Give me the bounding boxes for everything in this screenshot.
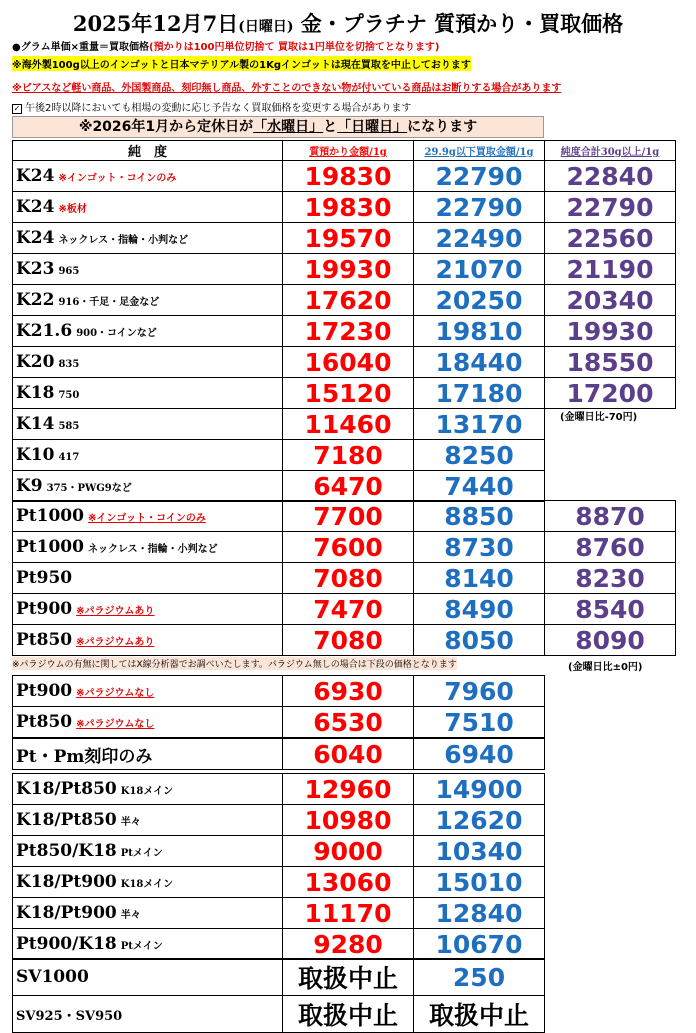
buy-price: 取扱中止: [414, 996, 545, 1033]
total-price: 8870: [545, 501, 676, 532]
purity-sub: K18メイン: [120, 786, 174, 797]
buy-price: 8050: [414, 625, 545, 656]
purity-cell: [13, 285, 283, 316]
purity-name: SV1000: [16, 967, 89, 987]
purity-name: K22: [16, 290, 55, 310]
buy-price: 10340: [414, 836, 545, 867]
buy-price: 22790: [414, 192, 545, 223]
price-row: [13, 471, 676, 502]
buy-price: 19810: [414, 316, 545, 347]
price-row: [13, 501, 676, 532]
purity-cell: [13, 996, 283, 1033]
purity-sub: ※パラジウムなし: [76, 719, 155, 730]
header-buy: 29.9g以下買取金額/1g: [414, 141, 545, 161]
purity-cell: [13, 867, 283, 898]
pawn-price: 19830: [283, 161, 414, 192]
price-row: [13, 898, 545, 929]
purity-sub: Ptメイン: [120, 941, 163, 952]
buy-price: 13170: [414, 409, 545, 440]
purity-cell: [13, 805, 283, 836]
buy-price: 8850: [414, 501, 545, 532]
buy-price: 17180: [414, 378, 545, 409]
purity-cell: [13, 316, 283, 347]
purity-sub: 585: [58, 421, 80, 432]
pawn-price: 19570: [283, 223, 414, 254]
purity-cell: [13, 898, 283, 929]
pawn-price: 7080: [283, 625, 414, 656]
purity-cell: [13, 223, 283, 254]
buy-price: 12620: [414, 805, 545, 836]
gold-price-table: [12, 140, 676, 502]
pt-pm-stamp-table: [12, 738, 545, 770]
purity-name: Pt1000: [16, 537, 84, 557]
price-row: [13, 707, 545, 738]
total-price: 22560: [545, 223, 676, 254]
price-row: [13, 440, 676, 471]
purity-cell: [13, 471, 283, 502]
pawn-price: 10980: [283, 805, 414, 836]
purity-sub: 半々: [120, 817, 141, 828]
buy-price: 20250: [414, 285, 545, 316]
purity-name: K21.6: [16, 321, 73, 341]
purity-name: K24: [16, 166, 55, 186]
purity-name: K9: [16, 476, 43, 496]
k18-pt850-table: [12, 773, 545, 867]
purity-sub: K18メイン: [120, 879, 174, 890]
purity-sub: 916・千足・足金など: [58, 297, 160, 308]
purity-name: Pt900: [16, 681, 73, 701]
price-row: [13, 836, 545, 867]
purity-sub: ※インゴット・コインのみ: [58, 173, 177, 184]
purity-cell: [13, 378, 283, 409]
purity-name: Pt850: [16, 712, 73, 732]
purity-cell: [13, 161, 283, 192]
purity-cell: [13, 739, 283, 770]
purity-sub: ※パラジウムなし: [76, 688, 155, 699]
pawn-price: 取扱中止: [283, 996, 414, 1033]
total-price: 22790: [545, 192, 676, 223]
empty-cell: [545, 471, 676, 502]
buy-price: 10670: [414, 929, 545, 960]
page-title: [0, 8, 696, 38]
price-row: [13, 594, 676, 625]
purity-name: K18: [16, 383, 55, 403]
total-price: 19930: [545, 316, 676, 347]
k18-pt900-table: [12, 866, 545, 960]
purity-cell: [13, 625, 283, 656]
purity-sub: 417: [58, 452, 80, 463]
pawn-price: 11170: [283, 898, 414, 929]
purity-sub: ネックレス・指輪・小判など: [58, 235, 189, 246]
purity-cell: [13, 774, 283, 805]
purity-cell: [13, 501, 283, 532]
title-date: 2025年12月7日: [72, 11, 239, 36]
purity-name: K18/Pt850: [16, 779, 117, 799]
price-row: [13, 867, 545, 898]
purity-name: K18/Pt900: [16, 903, 117, 923]
buy-price: 21070: [414, 254, 545, 285]
platinum-price-table: [12, 500, 676, 656]
purity-name: Pt850: [16, 630, 73, 650]
purity-sub: Ptメイン: [120, 848, 163, 859]
pawn-price: 6470: [283, 471, 414, 502]
pawn-price: 7080: [283, 563, 414, 594]
purity-name: Pt900: [16, 599, 73, 619]
pawn-price: 9280: [283, 929, 414, 960]
empty-cell: [545, 440, 676, 471]
purity-cell: [13, 440, 283, 471]
purity-sub: ネックレス・指輪・小判など: [87, 544, 218, 555]
pt-change-note: (金曜日比±0円): [568, 662, 643, 673]
buy-price: 8140: [414, 563, 545, 594]
total-price: 20340: [545, 285, 676, 316]
refuse-note: ※ピアスなど軽い商品、外国製商品、刻印無し商品、外すことのできない物が付いている商品はお断りする場合があります: [12, 83, 562, 94]
title-weekday: (日曜日): [238, 19, 294, 35]
total-price: 18550: [545, 347, 676, 378]
pawn-price: 7700: [283, 501, 414, 532]
purity-name: Pt1000: [16, 506, 84, 526]
price-row: [13, 959, 545, 996]
afternoon-note: ✓ 午後2時以降においても相場の変動に応じ予告なく買取価格を変更する場合があります: [13, 103, 412, 114]
purity-name: K18/Pt900: [16, 872, 117, 892]
purity-cell: [13, 192, 283, 223]
price-row: [13, 563, 676, 594]
purity-cell: [13, 532, 283, 563]
pawn-price: 15120: [283, 378, 414, 409]
price-row: [13, 347, 676, 378]
pawn-price: 19830: [283, 192, 414, 223]
price-row: [13, 532, 676, 563]
buy-price: 8250: [414, 440, 545, 471]
price-row: [13, 316, 676, 347]
purity-cell: [13, 254, 283, 285]
purity-sub: 375・PWG9など: [46, 483, 132, 494]
pawn-price: 11460: [283, 409, 414, 440]
pawn-price: 9000: [283, 836, 414, 867]
purity-name: K10: [16, 445, 55, 465]
purity-cell: [13, 929, 283, 960]
purity-sub: ※パラジウムあり: [76, 606, 155, 617]
purity-sub: 900・コインなど: [76, 328, 157, 339]
purity-sub: 750: [58, 390, 80, 401]
formula-note: ●グラム単価×重量＝買取価格(預かりは100円単位切捨て 買取は1円単位を切捨てとなります): [12, 42, 440, 53]
pawn-price: 12960: [283, 774, 414, 805]
buy-price: 18440: [414, 347, 545, 378]
total-price: 22840: [545, 161, 676, 192]
purity-cell: [13, 563, 283, 594]
buy-price: 6940: [414, 739, 545, 770]
price-row: [13, 378, 676, 409]
purity-name: K20: [16, 352, 55, 372]
pawn-price: 7180: [283, 440, 414, 471]
purity-name: SV925・SV950: [16, 1008, 123, 1024]
purity-sub: ※パラジウムあり: [76, 637, 155, 648]
buy-price: 7960: [414, 676, 545, 707]
palladium-note: ※パラジウムの有無に関してはX線分析器でお調べいたします。パラジウム無しの場合は下段の価格となります: [12, 657, 457, 670]
purity-sub: ※板材: [58, 204, 87, 215]
total-price: 8540: [545, 594, 676, 625]
purity-sub: 965: [58, 266, 80, 277]
purity-cell: [13, 836, 283, 867]
purity-name: K24: [16, 228, 55, 248]
price-row: [13, 192, 676, 223]
pawn-price: 16040: [283, 347, 414, 378]
price-row: [13, 285, 676, 316]
holiday-banner: ※2026年1月から定休日が「水曜日」と「日曜日」になります: [12, 116, 544, 138]
price-row: [13, 676, 545, 707]
purity-sub: 835: [58, 359, 80, 370]
purity-name: K24: [16, 197, 55, 217]
price-row: [13, 254, 676, 285]
pawn-price: 6530: [283, 707, 414, 738]
buy-price: 7440: [414, 471, 545, 502]
price-row: [13, 996, 545, 1033]
pawn-price: 7600: [283, 532, 414, 563]
pawn-price: 17620: [283, 285, 414, 316]
purity-cell: [13, 347, 283, 378]
purity-cell: [13, 707, 283, 738]
buy-price: 14900: [414, 774, 545, 805]
buy-price: 8490: [414, 594, 545, 625]
pawn-price: 6930: [283, 676, 414, 707]
purity-name: Pt900/K18: [16, 934, 117, 954]
header-total: 純度合計30g以上/1g: [545, 141, 676, 161]
total-price: 17200: [545, 378, 676, 409]
purity-cell: [13, 409, 283, 440]
price-row: [13, 774, 545, 805]
price-row: [13, 805, 545, 836]
purity-sub: ※インゴット・コインのみ: [87, 513, 206, 524]
header-purity: 純 度: [13, 141, 283, 161]
buy-price: 22790: [414, 161, 545, 192]
price-row: [13, 625, 676, 656]
buy-price: 250: [414, 959, 545, 996]
pawn-price: 6040: [283, 739, 414, 770]
price-row: [13, 929, 545, 960]
overseas-note: ※海外製100g以上のインゴットと日本マテリアル製の1Kgインゴットは現在買取を中止しております: [12, 56, 471, 71]
purity-sub: 半々: [120, 910, 141, 921]
gold-change-note: (金曜日比-70円): [560, 412, 638, 423]
buy-price: 7510: [414, 707, 545, 738]
purity-name: K23: [16, 259, 55, 279]
total-price: 8760: [545, 532, 676, 563]
purity-name: K14: [16, 414, 55, 434]
purity-name: K18/Pt850: [16, 810, 117, 830]
price-row: [13, 223, 676, 254]
buy-price: 22490: [414, 223, 545, 254]
pawn-price: 7470: [283, 594, 414, 625]
pawn-price: 17230: [283, 316, 414, 347]
price-row: [13, 161, 676, 192]
purity-name: Pt850/K18: [16, 841, 117, 861]
silver-table: [12, 958, 545, 1033]
buy-price: 12840: [414, 898, 545, 929]
total-price: 8090: [545, 625, 676, 656]
purity-cell: [13, 676, 283, 707]
platinum-no-palladium-table: [12, 675, 545, 738]
total-price: 21190: [545, 254, 676, 285]
purity-cell: [13, 594, 283, 625]
pawn-price: 取扱中止: [283, 959, 414, 996]
check-icon: ✓: [13, 104, 21, 113]
total-price: 8230: [545, 563, 676, 594]
title-main: 金・プラチナ 質預かり・買取価格: [300, 11, 624, 36]
purity-cell: [13, 959, 283, 996]
pawn-price: 13060: [283, 867, 414, 898]
purity-name: Pt・Pm刻印のみ: [16, 746, 153, 767]
buy-price: 8730: [414, 532, 545, 563]
buy-price: 15010: [414, 867, 545, 898]
price-row: [13, 739, 545, 770]
header-pawn: 質預かり金額/1g: [283, 141, 414, 161]
pawn-price: 19930: [283, 254, 414, 285]
purity-name: Pt950: [16, 568, 73, 588]
